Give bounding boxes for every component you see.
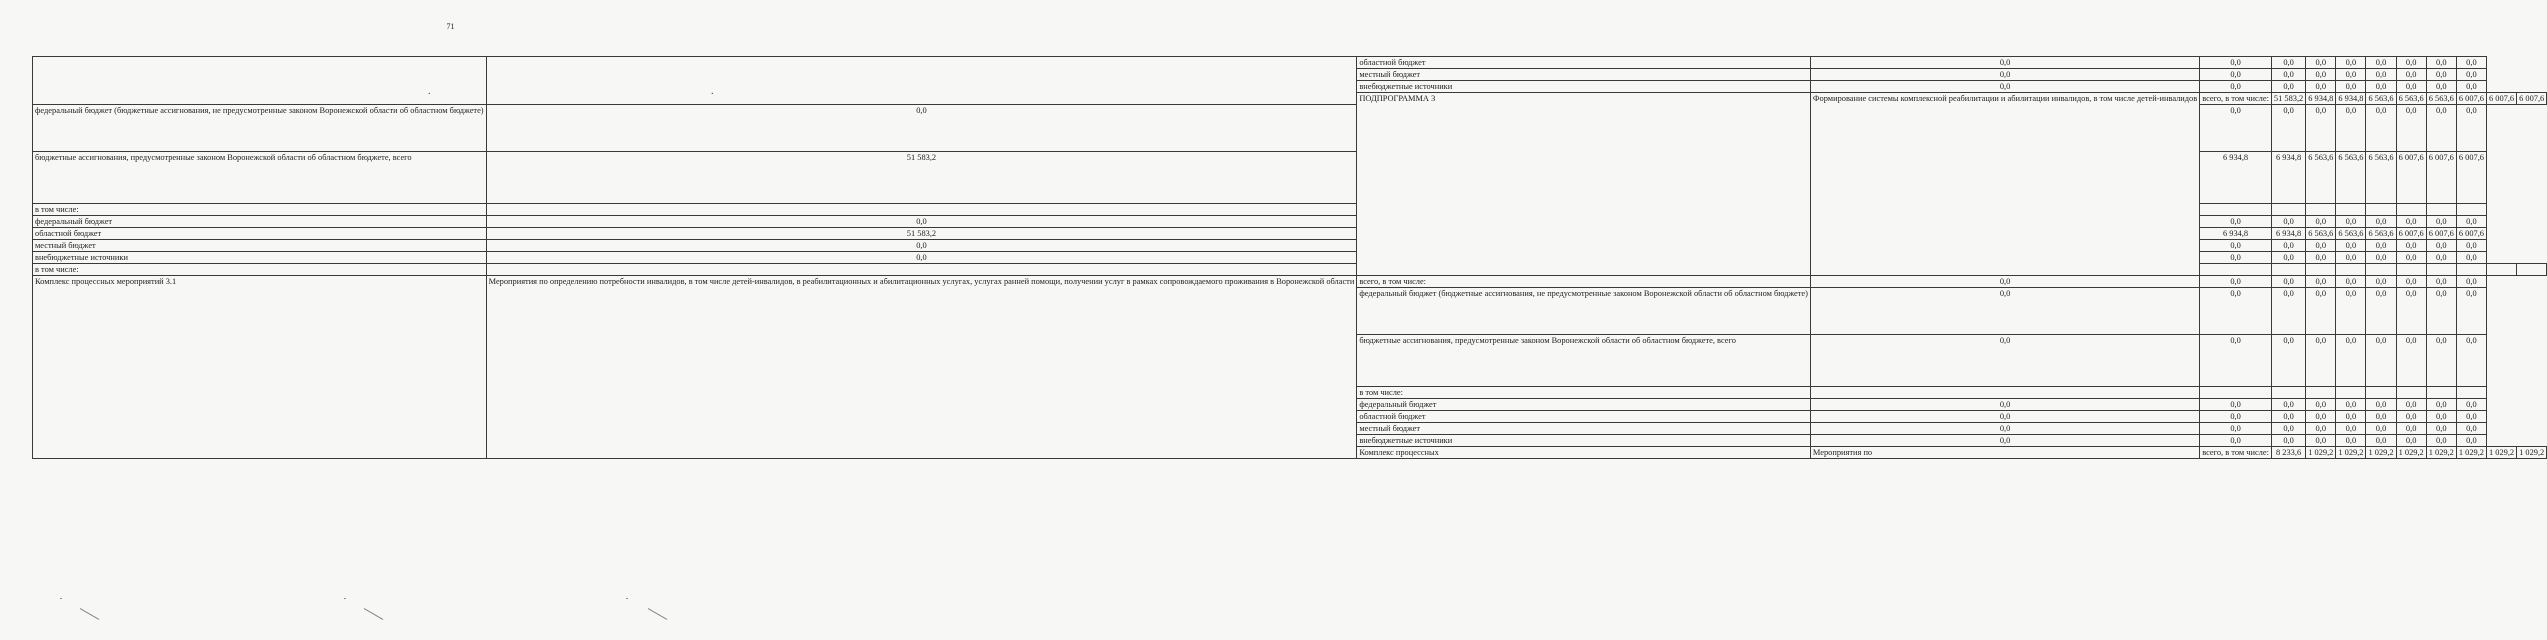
value-cell: 51 583,2	[2271, 93, 2305, 105]
value-cell: 0,0	[2426, 335, 2456, 387]
value-cell: 0,0	[1810, 57, 2199, 69]
value-cell: 0,0	[2396, 57, 2426, 69]
source-cell: всего, в том числе:	[2200, 93, 2272, 105]
program-cell	[33, 57, 487, 105]
scan-dot: .	[428, 86, 431, 97]
value-cell: 51 583,2	[486, 152, 1357, 204]
source-cell: местный бюджет	[33, 240, 487, 252]
value-cell	[2426, 264, 2456, 276]
value-cell: 6 934,8	[2271, 152, 2305, 204]
source-cell: всего, в том числе:	[2200, 447, 2272, 459]
source-cell: всего, в том числе:	[1357, 276, 1811, 288]
value-cell: 0,0	[2271, 335, 2305, 387]
value-cell: 0,0	[2200, 252, 2272, 264]
value-cell: 0,0	[2271, 105, 2305, 152]
value-cell: 0,0	[1810, 335, 2199, 387]
value-cell: 0,0	[2200, 411, 2272, 423]
value-cell: 0,0	[2396, 423, 2426, 435]
value-cell: 0,0	[2456, 81, 2486, 93]
value-cell: 0,0	[2306, 435, 2336, 447]
source-cell: внебюджетные источники	[1357, 435, 1811, 447]
value-cell: 6 563,6	[2366, 93, 2396, 105]
value-cell	[2271, 387, 2305, 399]
value-cell: 0,0	[2396, 69, 2426, 81]
value-cell	[2366, 264, 2396, 276]
value-cell: 0,0	[2366, 335, 2396, 387]
scan-dot: .	[711, 86, 714, 97]
value-cell: 0,0	[2366, 69, 2396, 81]
value-cell: 0,0	[2200, 435, 2272, 447]
source-cell: федеральный бюджет	[33, 216, 487, 228]
table-row	[33, 57, 2547, 69]
value-cell: 0,0	[2426, 57, 2456, 69]
value-cell: 0,0	[2336, 276, 2366, 288]
value-cell: 0,0	[1810, 81, 2199, 93]
value-cell	[2396, 387, 2426, 399]
value-cell: 0,0	[2271, 81, 2305, 93]
value-cell: 0,0	[2366, 411, 2396, 423]
value-cell: 6 563,6	[2396, 93, 2426, 105]
value-cell	[2486, 264, 2516, 276]
value-cell: 1 029,2	[2456, 447, 2486, 459]
value-cell: 51 583,2	[486, 228, 1357, 240]
value-cell: 1 029,2	[2517, 447, 2547, 459]
value-cell: 0,0	[1810, 399, 2199, 411]
value-cell: 0,0	[2271, 252, 2305, 264]
value-cell: 0,0	[2271, 276, 2305, 288]
source-cell: федеральный бюджет (бюджетные ассигнования, не предусмотренные законом Воронежской области об областном бюджете)	[33, 105, 487, 152]
value-cell: 0,0	[2426, 69, 2456, 81]
value-cell: 0,0	[2396, 411, 2426, 423]
value-cell	[2426, 387, 2456, 399]
value-cell: 0,0	[2336, 240, 2366, 252]
value-cell: 6 934,8	[2306, 93, 2336, 105]
value-cell: 6 007,6	[2517, 93, 2547, 105]
value-cell: 0,0	[2456, 240, 2486, 252]
scan-mark	[364, 608, 384, 620]
value-cell	[486, 204, 1357, 216]
value-cell: 0,0	[2426, 276, 2456, 288]
value-cell: 0,0	[2366, 435, 2396, 447]
value-cell: 0,0	[2271, 435, 2305, 447]
value-cell: 0,0	[2366, 216, 2396, 228]
value-cell: 0,0	[1810, 423, 2199, 435]
program-cell: в том числе:	[33, 264, 487, 276]
value-cell: 0,0	[2271, 216, 2305, 228]
value-cell: 0,0	[2306, 105, 2336, 152]
value-cell: 0,0	[486, 252, 1357, 264]
value-cell: 6 934,8	[2336, 93, 2366, 105]
source-cell: внебюджетные источники	[33, 252, 487, 264]
value-cell	[2456, 204, 2486, 216]
value-cell: 0,0	[2456, 423, 2486, 435]
value-cell: 0,0	[2456, 288, 2486, 335]
page-number: 71	[446, 22, 455, 31]
value-cell: 1 029,2	[2336, 447, 2366, 459]
value-cell: 0,0	[2396, 435, 2426, 447]
value-cell: 6 563,6	[2366, 228, 2396, 240]
value-cell: 0,0	[2336, 81, 2366, 93]
value-cell: 0,0	[2396, 240, 2426, 252]
value-cell: 0,0	[2336, 423, 2366, 435]
value-cell: 0,0	[2396, 399, 2426, 411]
value-cell: 0,0	[2366, 288, 2396, 335]
value-cell: 0,0	[2306, 399, 2336, 411]
value-cell: 0,0	[2396, 105, 2426, 152]
value-cell: 6 934,8	[2271, 228, 2305, 240]
value-cell: 6 563,6	[2306, 152, 2336, 204]
value-cell: 0,0	[2306, 81, 2336, 93]
source-cell: местный бюджет	[1357, 423, 1811, 435]
value-cell: 0,0	[2396, 288, 2426, 335]
value-cell: 6 563,6	[2336, 228, 2366, 240]
value-cell: 0,0	[2366, 252, 2396, 264]
source-cell: федеральный бюджет (бюджетные ассигнования, не предусмотренные законом Воронежской области об областном бюджете)	[1357, 288, 1811, 335]
value-cell: 0,0	[2426, 411, 2456, 423]
source-cell: в том числе:	[33, 204, 487, 216]
value-cell: 0,0	[2456, 57, 2486, 69]
budget-table	[32, 56, 2547, 459]
description-cell: Мероприятия по	[1810, 447, 2199, 459]
value-cell: 0,0	[2396, 276, 2426, 288]
description-cell	[486, 57, 1357, 105]
value-cell: 6 007,6	[2456, 152, 2486, 204]
value-cell: 0,0	[2366, 81, 2396, 93]
value-cell	[2271, 264, 2305, 276]
value-cell: 0,0	[2396, 81, 2426, 93]
value-cell	[2336, 204, 2366, 216]
source-cell: областной бюджет	[1357, 57, 1811, 69]
value-cell: 0,0	[2336, 399, 2366, 411]
value-cell: 0,0	[1810, 276, 2199, 288]
value-cell: 0,0	[2306, 276, 2336, 288]
value-cell: 0,0	[2271, 411, 2305, 423]
value-cell: 0,0	[2336, 335, 2366, 387]
source-cell: федеральный бюджет	[1357, 399, 1811, 411]
value-cell	[2306, 204, 2336, 216]
value-cell: 0,0	[2200, 423, 2272, 435]
value-cell: 0,0	[2366, 240, 2396, 252]
value-cell	[2517, 264, 2547, 276]
value-cell: 0,0	[2426, 399, 2456, 411]
value-cell: 1 029,2	[2486, 447, 2516, 459]
value-cell: 6 563,6	[2366, 152, 2396, 204]
value-cell: 0,0	[2456, 105, 2486, 152]
value-cell: 0,0	[2306, 335, 2336, 387]
value-cell: 0,0	[2306, 216, 2336, 228]
value-cell: 0,0	[486, 216, 1357, 228]
value-cell	[2426, 204, 2456, 216]
value-cell	[2336, 387, 2366, 399]
description-cell: Формирование системы комплексной реабилитации и абилитации инвалидов, в том числе детей-инвалидов	[1810, 93, 2199, 276]
value-cell: 0,0	[2200, 288, 2272, 335]
source-cell	[2200, 264, 2272, 276]
scan-speck	[344, 598, 346, 599]
program-cell: ПОДПРОГРАММА 3	[1357, 93, 1811, 276]
value-cell: 1 029,2	[2366, 447, 2396, 459]
value-cell: 6 007,6	[2456, 93, 2486, 105]
value-cell: 6 563,6	[2306, 228, 2336, 240]
description-cell: Мероприятия по определению потребности инвалидов, в том числе детей-инвалидов, в реабилитационных и абилитационных услугах, услугах ранней помощи, получении услуг в рамках сопровождаемого проживания в Воронежской области	[486, 276, 1357, 459]
source-cell: областной бюджет	[1357, 411, 1811, 423]
scan-speck	[626, 598, 628, 599]
value-cell	[2456, 387, 2486, 399]
value-cell: 0,0	[2396, 335, 2426, 387]
source-cell: бюджетные ассигнования, предусмотренные законом Воронежской области об областном бюджете, всего	[33, 152, 487, 204]
value-cell: 6 007,6	[2396, 228, 2426, 240]
value-cell: 6 563,6	[2426, 93, 2456, 105]
table-row	[33, 276, 2547, 288]
value-cell	[2336, 264, 2366, 276]
value-cell: 0,0	[2271, 69, 2305, 81]
source-cell: областной бюджет	[33, 228, 487, 240]
value-cell: 0,0	[2306, 423, 2336, 435]
value-cell: 0,0	[2200, 399, 2272, 411]
value-cell: 0,0	[2200, 276, 2272, 288]
value-cell: 0,0	[2456, 399, 2486, 411]
source-cell: внебюджетные источники	[1357, 81, 1811, 93]
value-cell: 0,0	[2306, 69, 2336, 81]
value-cell: 0,0	[1810, 411, 2199, 423]
value-cell: 6 007,6	[2456, 228, 2486, 240]
value-cell: 0,0	[486, 105, 1357, 152]
value-cell	[2456, 264, 2486, 276]
value-cell	[2396, 204, 2426, 216]
value-cell: 0,0	[2200, 81, 2272, 93]
value-cell: 0,0	[2306, 252, 2336, 264]
source-cell: местный бюджет	[1357, 69, 1811, 81]
source-cell: бюджетные ассигнования, предусмотренные законом Воронежской области об областном бюджете, всего	[1357, 335, 1811, 387]
value-cell: 6 007,6	[2426, 228, 2456, 240]
value-cell: 0,0	[2271, 57, 2305, 69]
value-cell: 0,0	[2426, 105, 2456, 152]
value-cell: 6 934,8	[2200, 152, 2272, 204]
value-cell	[2366, 387, 2396, 399]
value-cell: 0,0	[2336, 69, 2366, 81]
value-cell: 0,0	[2396, 216, 2426, 228]
value-cell: 0,0	[2336, 57, 2366, 69]
value-cell: 0,0	[2271, 399, 2305, 411]
value-cell: 0,0	[2271, 240, 2305, 252]
value-cell: 0,0	[2306, 240, 2336, 252]
value-cell: 6 007,6	[2486, 93, 2516, 105]
value-cell: 0,0	[2200, 69, 2272, 81]
value-cell	[2271, 204, 2305, 216]
value-cell: 0,0	[2456, 252, 2486, 264]
value-cell: 0,0	[2456, 411, 2486, 423]
value-cell: 0,0	[2456, 335, 2486, 387]
value-cell: 0,0	[2366, 423, 2396, 435]
value-cell: 0,0	[2200, 57, 2272, 69]
value-cell: 0,0	[1810, 288, 2199, 335]
scan-mark	[648, 608, 668, 620]
value-cell: 0,0	[2426, 288, 2456, 335]
value-cell: 0,0	[2366, 399, 2396, 411]
value-cell: 0,0	[2456, 69, 2486, 81]
value-cell: 0,0	[2200, 105, 2272, 152]
value-cell: 0,0	[2366, 276, 2396, 288]
value-cell: 0,0	[2200, 240, 2272, 252]
value-cell: 0,0	[2306, 411, 2336, 423]
value-cell: 0,0	[2456, 216, 2486, 228]
value-cell: 0,0	[486, 240, 1357, 252]
value-cell: 1 029,2	[2306, 447, 2336, 459]
value-cell: 0,0	[2271, 288, 2305, 335]
value-cell: 0,0	[2426, 423, 2456, 435]
value-cell: 0,0	[2426, 216, 2456, 228]
value-cell: 0,0	[2200, 216, 2272, 228]
value-cell: 1 029,2	[2426, 447, 2456, 459]
program-cell: Комплекс процессных мероприятий 3.1	[33, 276, 487, 459]
value-cell: 0,0	[2456, 435, 2486, 447]
value-cell: 0,0	[2456, 276, 2486, 288]
value-cell: 0,0	[2366, 57, 2396, 69]
value-cell: 0,0	[2366, 105, 2396, 152]
value-cell: 0,0	[2396, 252, 2426, 264]
value-cell: 0,0	[2336, 435, 2366, 447]
value-cell: 6 563,6	[2336, 152, 2366, 204]
value-cell: 0,0	[2336, 216, 2366, 228]
value-cell: 0,0	[2306, 288, 2336, 335]
value-cell	[2306, 387, 2336, 399]
value-cell: 0,0	[2271, 423, 2305, 435]
value-cell	[2396, 264, 2426, 276]
value-cell: 6 007,6	[2396, 152, 2426, 204]
value-cell: 0,0	[2336, 252, 2366, 264]
value-cell	[2306, 264, 2336, 276]
value-cell: 0,0	[2426, 81, 2456, 93]
value-cell: 0,0	[2426, 435, 2456, 447]
value-cell	[1810, 387, 2199, 399]
value-cell: 8 233,6	[2271, 447, 2305, 459]
value-cell: 0,0	[1810, 435, 2199, 447]
value-cell	[2366, 204, 2396, 216]
description-cell	[486, 264, 1357, 276]
scan-speck	[60, 598, 62, 599]
value-cell: 0,0	[2426, 240, 2456, 252]
value-cell: 0,0	[2336, 105, 2366, 152]
value-cell: 0,0	[2426, 252, 2456, 264]
value-cell: 6 934,8	[2200, 228, 2272, 240]
source-cell: в том числе:	[1357, 387, 1811, 399]
value-cell: 0,0	[2306, 57, 2336, 69]
value-cell: 0,0	[2336, 411, 2366, 423]
program-cell: Комплекс процессных	[1357, 447, 1811, 459]
value-cell: 0,0	[2200, 335, 2272, 387]
value-cell: 1 029,2	[2396, 447, 2426, 459]
value-cell: 6 007,6	[2426, 152, 2456, 204]
value-cell	[2200, 204, 2272, 216]
scan-mark	[80, 608, 100, 620]
value-cell: 0,0	[2336, 288, 2366, 335]
value-cell: 0,0	[1810, 69, 2199, 81]
value-cell	[2200, 387, 2272, 399]
